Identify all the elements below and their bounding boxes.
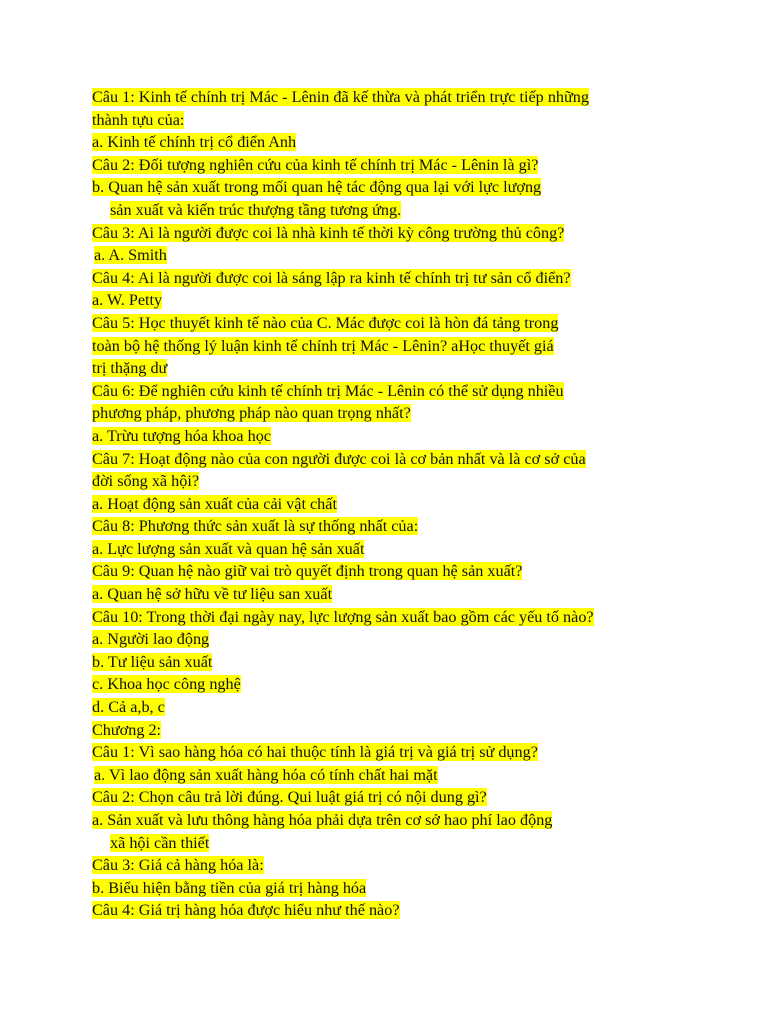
highlighted-text: a. Trừu tượng hóa khoa học xyxy=(92,426,271,445)
highlighted-text: Câu 2: Đối tượng nghiên cứu của kinh tế chính trị Mác - Lênin là gì? xyxy=(92,155,539,174)
highlighted-text: Câu 3: Giá cả hàng hóa là: xyxy=(92,856,264,875)
text-line xyxy=(92,335,672,358)
text-line xyxy=(92,493,672,516)
text-line xyxy=(92,357,672,380)
text-line xyxy=(92,244,672,267)
text-line xyxy=(92,786,672,809)
highlighted-text: Câu 10: Trong thời đại ngày nay, lực lượng sản xuất bao gồm các yếu tố nào? xyxy=(92,607,594,626)
text-line xyxy=(92,877,672,900)
highlighted-text: xã hội cần thiết xyxy=(110,833,210,852)
highlighted-text: Câu 2: Chọn câu trả lời đúng. Qui luật giá trị có nội dung gì? xyxy=(92,788,487,807)
highlighted-text: c. Khoa học công nghệ xyxy=(92,675,241,694)
text-line xyxy=(92,222,672,245)
highlighted-text: Câu 1: Vì sao hàng hóa có hai thuộc tính là giá trị và giá trị sử dụng? xyxy=(92,743,538,762)
highlighted-text: a. Lực lượng sản xuất và quan hệ sản xuất xyxy=(92,539,365,558)
text-line xyxy=(92,199,672,222)
text-line xyxy=(92,176,672,199)
highlighted-text: a. A. Smith xyxy=(94,246,167,265)
highlighted-text: a. Sản xuất và lưu thông hàng hóa phải dựa trên cơ sở hao phí lao động xyxy=(92,811,553,829)
text-line xyxy=(92,402,672,425)
text-line xyxy=(92,131,672,154)
text-line xyxy=(92,109,672,132)
highlighted-text: a. Kinh tế chính trị cổ điển Anh xyxy=(92,133,297,152)
text-line xyxy=(92,154,672,177)
text-line xyxy=(92,470,672,493)
text-line xyxy=(92,899,672,922)
highlighted-text: Câu 1: Kinh tế chính trị Mác - Lênin đã kế thừa và phát triển trực tiếp những xyxy=(92,88,589,106)
highlighted-text: Câu 4: Ai là người được coi là sáng lập ra kinh tế chính trị tư sản cổ điển? xyxy=(92,268,571,287)
text-line xyxy=(92,289,672,312)
text-line xyxy=(92,741,672,764)
text-line xyxy=(92,425,672,448)
text-line xyxy=(92,267,672,290)
highlighted-text: a. Hoạt động sản xuất của cải vật chất xyxy=(92,494,337,513)
text-line xyxy=(92,628,672,651)
text-line xyxy=(92,448,672,471)
text-line xyxy=(92,583,672,606)
text-line xyxy=(92,764,672,787)
highlighted-text: phương pháp, phương pháp nào quan trọng nhất? xyxy=(92,404,411,423)
text-line xyxy=(92,832,672,855)
highlighted-text: b. Tư liệu sản xuất xyxy=(92,652,213,671)
text-line xyxy=(92,560,672,583)
text-line xyxy=(92,854,672,877)
highlighted-text: Câu 8: Phương thức sản xuất là sự thống nhất của: xyxy=(92,517,419,536)
highlighted-text: đời sống xã hội? xyxy=(92,472,200,491)
highlighted-text: toàn bộ hệ thống lý luận kinh tế chính trị Mác - Lênin? aHọc thuyết giá xyxy=(92,336,554,355)
highlighted-text: Câu 6: Để nghiên cứu kinh tế chính trị Mác - Lênin có thể sử dụng nhiều xyxy=(92,381,564,400)
highlighted-text: Câu 7: Hoạt động nào của con người được coi là cơ bản nhất và là cơ sở của xyxy=(92,449,586,468)
text-line xyxy=(92,515,672,538)
text-line xyxy=(92,606,672,629)
text-line xyxy=(92,380,672,403)
highlighted-text: Chương 2: xyxy=(92,720,162,739)
highlighted-text: Câu 9: Quan hệ nào giữ vai trò quyết định trong quan hệ sản xuất? xyxy=(92,562,523,581)
highlighted-text: b. Biểu hiện bằng tiền của giá trị hàng hóa xyxy=(92,878,367,897)
text-line xyxy=(92,673,672,696)
highlighted-text: a. Quan hệ sở hữu về tư liệu san xuất xyxy=(92,585,333,604)
highlighted-text: Câu 4: Giá trị hàng hóa được hiểu như thế nào? xyxy=(92,901,400,920)
text-line xyxy=(92,696,672,719)
text-line xyxy=(92,538,672,561)
highlighted-text: b. Quan hệ sản xuất trong mối quan hệ tác động qua lại với lực lượng xyxy=(92,178,542,197)
text-line xyxy=(92,86,672,109)
highlighted-text: a. Người lao động xyxy=(92,630,210,649)
document-body xyxy=(92,86,672,922)
highlighted-text: sản xuất và kiến trúc thượng tầng tương ứng. xyxy=(110,200,402,219)
highlighted-text: trị thặng dư xyxy=(92,359,168,378)
highlighted-text: a. W. Petty xyxy=(92,291,163,310)
highlighted-text: thành tựu của: xyxy=(92,110,185,129)
text-line xyxy=(92,719,672,742)
text-line xyxy=(92,809,672,832)
text-line xyxy=(92,312,672,335)
highlighted-text: Câu 3: Ai là người được coi là nhà kinh tế thời kỳ công trường thủ công? xyxy=(92,223,565,242)
text-line xyxy=(92,651,672,674)
highlighted-text: a. Vì lao động sản xuất hàng hóa có tính chất hai mặt xyxy=(94,765,438,784)
highlighted-text: Câu 5: Học thuyết kinh tế nào của C. Mác được coi là hòn đá tảng trong xyxy=(92,313,559,332)
highlighted-text: d. Cả a,b, c xyxy=(92,698,165,717)
